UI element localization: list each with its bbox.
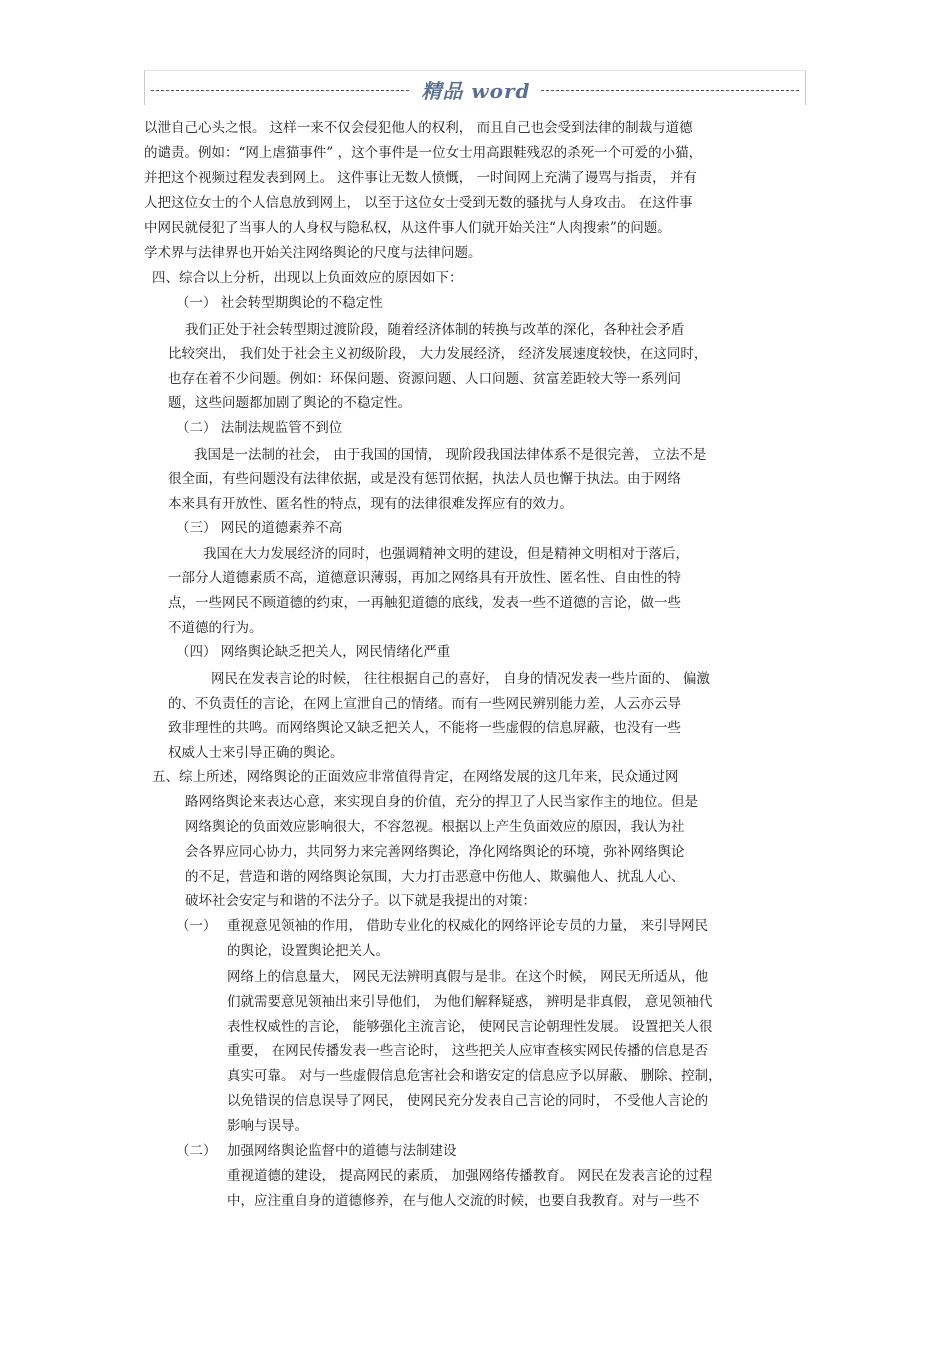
text-line: 的、不负责任的言论，在网上宣泄自己的情绪。而有一些网民辨别能力差，人云亦云导 bbox=[168, 696, 681, 712]
text-line: 本来具有开放性、匿名性的特点，现有的法律很难发挥应有的效力。 bbox=[168, 496, 573, 512]
text-line: 我国是一法制的社会， 由于我国的国情， 现阶段我国法律体系不是很完善， 立法不是 bbox=[194, 447, 707, 463]
text-line: 并把这个视频过程发表到网上。 这件事让无数人愤慨， 一时间网上充满了谩骂与指责， 并有 bbox=[144, 170, 697, 186]
text-line: 一部分人道德素质不高，道德意识薄弱，再加之网络具有开放性、匿名性、自由性的特 bbox=[168, 570, 681, 586]
text-line: 我国在大力发展经济的同时，也强调精神文明的建设，但是精神文明相对于落后， bbox=[203, 546, 689, 562]
header-banner bbox=[144, 70, 806, 105]
text-line: 们就需要意见领袖出来引导他们， 为他们解释疑惑， 辨明是非真假， 意见领袖代 bbox=[227, 994, 713, 1010]
text-line: 很全面，有些问题没有法律依据，或是没有惩罚依据，执法人员也懈于执法。由于网络 bbox=[168, 471, 681, 487]
text-line: 破坏社会安定与和谐的不法分子。以下就是我提出的对策： bbox=[185, 893, 536, 909]
text-line: 重视道德的建设， 提高网民的素质， 加强网络传播教育。 网民在发表言论的过程 bbox=[227, 1168, 713, 1184]
subsection-heading: （一） 社会转型期舆论的不稳定性 bbox=[176, 295, 383, 311]
header-logo: 精品 word bbox=[421, 79, 531, 103]
text-line: 点，一些网民不顾道德的约束，一再触犯道德的底线，发表一些不道德的言论，做一些 bbox=[168, 595, 681, 611]
text-line: 网络上的信息量大， 网民无法辨明真假与是非。在这个时候， 网民无所适从，他 bbox=[227, 969, 709, 985]
text-line: 网络舆论的负面效应影响很大，不容忽视。根据以上产生负面效应的原因，我认为社 bbox=[185, 819, 685, 835]
text-line: 中，应注重自身的道德修养，在与他人交流的时候，也要自我教育。对与一些不 bbox=[227, 1193, 700, 1209]
subsection-marker: （一） bbox=[176, 918, 217, 934]
text-line: 的谴责。例如：“网上虐猫事件” ，这个事件是一位女士用高跟鞋残忍的杀死一个可爱的小猫， bbox=[144, 145, 703, 161]
text-line: 不道德的行为。 bbox=[168, 620, 263, 636]
text-line: 中网民就侵犯了当事人的人身权与隐私权，从这件事人们就开始关注“人肉搜索”的问题。 bbox=[144, 220, 671, 236]
subsection-heading: （二） 法制法规监管不到位 bbox=[176, 420, 343, 436]
text-line: 会各界应同心协力，共同努力来完善网络舆论，净化网络舆论的环境，弥补网络舆论 bbox=[185, 844, 685, 860]
subsection-heading: 重视意见领袖的作用， 借助专业化的权威化的网络评论专员的力量， 来引导网民 bbox=[227, 918, 709, 934]
text-line: 我们正处于社会转型期过渡阶段，随着经济体制的转换与改革的深化，各种社会矛盾 bbox=[185, 322, 685, 338]
section-heading: 五、综上所述，网络舆论的正面效应非常值得肯定，在网络发展的这几年来，民众通过网 bbox=[152, 769, 679, 785]
text-line: 影响与误导。 bbox=[227, 1118, 308, 1134]
subsection-marker: （二） bbox=[176, 1143, 217, 1159]
subsection-heading: （三） 网民的道德素养不高 bbox=[176, 520, 343, 536]
text-line: 比较突出， 我们处于社会主义初级阶段， 大力发展经济， 经济发展速度较快，在这同时， bbox=[168, 346, 708, 362]
text-line: 表性权威性的言论， 能够强化主流言论， 使网民言论朝理性发展。 设置把关人很 bbox=[227, 1019, 713, 1035]
header-divider-right bbox=[541, 90, 799, 91]
text-line: 题，这些问题都加剧了舆论的不稳定性。 bbox=[168, 395, 411, 411]
subsection-heading: （四） 网络舆论缺乏把关人，网民情绪化严重 bbox=[176, 644, 451, 660]
text-line: 重要， 在网民传播发表一些言论时， 这些把关人应审查核实网民传播的信息是否 bbox=[227, 1043, 709, 1059]
text-line: 以免错误的信息误导了网民， 使网民充分发表自己言论的同时， 不受他人言论的 bbox=[227, 1093, 709, 1109]
text-line: 权威人士来引导正确的舆论。 bbox=[168, 745, 344, 761]
text-line: 真实可靠。 对与一些虚假信息危害社会和谐安定的信息应予以屏蔽、 删除、控制， bbox=[227, 1068, 722, 1084]
text-line: 路网络舆论来表达心意，来实现自身的价值，充分的捍卫了人民当家作主的地位。但是 bbox=[185, 794, 698, 810]
section-heading: 四、综合以上分析，出现以上负面效应的原因如下： bbox=[152, 270, 463, 286]
subsection-heading: 加强网络舆论监督中的道德与法制建设 bbox=[227, 1143, 457, 1159]
text-line: 的舆论，设置舆论把关人。 bbox=[227, 943, 389, 959]
text-line: 的不足，营造和谐的网络舆论氛围，大力打击恶意中伤他人、欺骗他人、扰乱人心、 bbox=[185, 869, 685, 885]
text-line: 也存在着不少问题。例如：环保问题、资源问题、人口问题、贫富差距较大等一系列问 bbox=[168, 371, 681, 387]
header-divider-left bbox=[151, 90, 409, 91]
text-line: 学术界与法律界也开始关注网络舆论的尺度与法律问题。 bbox=[144, 245, 482, 261]
text-line: 以泄自己心头之恨。 这样一来不仅会侵犯他人的权利， 而且自己也会受到法律的制裁与道德 bbox=[144, 120, 693, 136]
text-line: 网民在发表言论的时候， 往往根据自己的喜好， 自身的情况发表一些片面的、 偏激 bbox=[211, 671, 710, 687]
text-line: 人把这位女士的个人信息放到网上， 以至于这位女士受到无数的骚扰与人身攻击。 在这件事 bbox=[144, 195, 693, 211]
text-line: 致非理性的共鸣。而网络舆论又缺乏把关人，不能将一些虚假的信息屏蔽，也没有一些 bbox=[168, 720, 681, 736]
